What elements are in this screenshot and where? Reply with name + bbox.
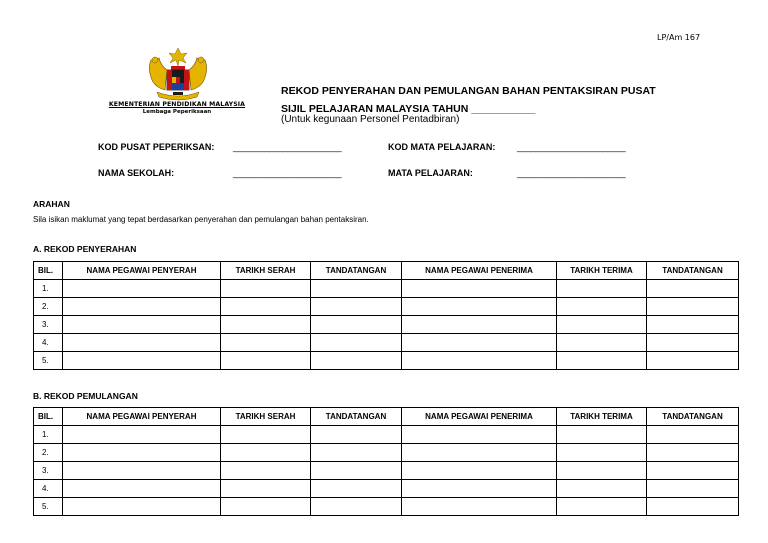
row-number: 5.	[34, 352, 63, 370]
table-cell[interactable]	[647, 352, 739, 370]
section-b-heading: B. REKOD PEMULANGAN	[33, 391, 138, 401]
table-cell[interactable]	[221, 334, 311, 352]
table-cell[interactable]	[311, 444, 402, 462]
table-header-row	[34, 408, 739, 426]
table-row	[34, 280, 739, 298]
ministry-unit: Lembaga Peperiksaan	[142, 109, 212, 115]
table-cell[interactable]	[221, 444, 311, 462]
table-cell[interactable]	[63, 480, 221, 498]
table-row	[34, 498, 739, 516]
table-cell[interactable]	[647, 498, 739, 516]
table-header-row	[34, 262, 739, 280]
rekod-pemulangan-table	[33, 407, 739, 516]
table-cell[interactable]	[402, 352, 557, 370]
table-cell[interactable]	[557, 298, 647, 316]
mata-pelajaran-field[interactable]: ________________________	[517, 168, 626, 178]
table-cell[interactable]	[311, 352, 402, 370]
table-cell[interactable]	[63, 280, 221, 298]
table-cell[interactable]	[63, 462, 221, 480]
kod-pusat-field[interactable]: ________________________	[233, 142, 342, 152]
table-row	[34, 352, 739, 370]
nama-sekolah-field[interactable]: ________________________	[233, 168, 342, 178]
row-number: 4.	[34, 334, 63, 352]
row-number: 5.	[34, 498, 63, 516]
table-row	[34, 298, 739, 316]
table-cell[interactable]	[557, 334, 647, 352]
table-row	[34, 444, 739, 462]
table-row	[34, 334, 739, 352]
column-header: TANDATANGAN	[311, 408, 402, 426]
table-cell[interactable]	[311, 480, 402, 498]
row-number: 3.	[34, 462, 63, 480]
table-cell[interactable]	[221, 426, 311, 444]
table-cell[interactable]	[557, 426, 647, 444]
table-row	[34, 480, 739, 498]
table-cell[interactable]	[557, 280, 647, 298]
title-line-2: SIJIL PELAJARAN MALAYSIA TAHUN ___________	[281, 103, 536, 115]
table-cell[interactable]	[647, 316, 739, 334]
kod-mata-field[interactable]: ________________________	[517, 142, 626, 152]
table-cell[interactable]	[647, 462, 739, 480]
table-cell[interactable]	[221, 280, 311, 298]
column-header: TARIKH SERAH	[221, 262, 311, 280]
table-cell[interactable]	[402, 480, 557, 498]
table-cell[interactable]	[63, 498, 221, 516]
table-cell[interactable]	[402, 280, 557, 298]
title-note: (Untuk kegunaan Personel Pentadbiran)	[281, 114, 460, 125]
table-cell[interactable]	[647, 444, 739, 462]
rekod-penyerahan-table	[33, 261, 739, 370]
row-number: 3.	[34, 316, 63, 334]
table-cell[interactable]	[221, 462, 311, 480]
table-cell[interactable]	[557, 316, 647, 334]
row-number: 2.	[34, 444, 63, 462]
document-reference: LP/Am 167	[657, 33, 701, 42]
row-number: 1.	[34, 426, 63, 444]
column-header: TARIKH SERAH	[221, 408, 311, 426]
table-cell[interactable]	[402, 316, 557, 334]
table-cell[interactable]	[402, 444, 557, 462]
table-cell[interactable]	[221, 480, 311, 498]
table-cell[interactable]	[647, 298, 739, 316]
table-cell[interactable]	[63, 298, 221, 316]
column-header: BIL.	[34, 262, 63, 280]
table-cell[interactable]	[402, 462, 557, 480]
table-cell[interactable]	[311, 298, 402, 316]
column-header: BIL.	[34, 408, 63, 426]
table-cell[interactable]	[63, 444, 221, 462]
section-a-heading: A. REKOD PENYERAHAN	[33, 244, 137, 254]
kod-pusat-label: KOD PUSAT PEPERIKSAN:	[98, 142, 215, 152]
table-cell[interactable]	[63, 426, 221, 444]
table-cell[interactable]	[647, 480, 739, 498]
table-cell[interactable]	[311, 334, 402, 352]
table-cell[interactable]	[557, 444, 647, 462]
table-cell[interactable]	[221, 352, 311, 370]
table-cell[interactable]	[221, 316, 311, 334]
table-cell[interactable]	[647, 280, 739, 298]
coat-of-arms-logo	[143, 46, 213, 102]
column-header: TARIKH TERIMA	[557, 408, 647, 426]
table-cell[interactable]	[647, 334, 739, 352]
table-cell[interactable]	[402, 426, 557, 444]
table-cell[interactable]	[63, 334, 221, 352]
title-line-1: REKOD PENYERAHAN DAN PEMULANGAN BAHAN PENTAKSIRAN PUSAT	[281, 85, 656, 97]
row-number: 1.	[34, 280, 63, 298]
table-cell[interactable]	[402, 334, 557, 352]
table-cell[interactable]	[221, 498, 311, 516]
column-header: TANDATANGAN	[647, 408, 739, 426]
column-header: TARIKH TERIMA	[557, 262, 647, 280]
mata-pelajaran-label: MATA PELAJARAN:	[388, 168, 473, 178]
table-cell[interactable]	[647, 426, 739, 444]
table-cell[interactable]	[557, 462, 647, 480]
table-cell[interactable]	[221, 298, 311, 316]
column-header: TANDATANGAN	[647, 262, 739, 280]
nama-sekolah-label: NAMA SEKOLAH:	[98, 168, 175, 178]
arahan-heading: ARAHAN	[33, 199, 70, 209]
table-cell[interactable]	[311, 498, 402, 516]
table-cell[interactable]	[402, 498, 557, 516]
table-cell[interactable]	[63, 316, 221, 334]
kod-mata-label: KOD MATA PELAJARAN:	[388, 142, 496, 152]
document-title	[281, 82, 656, 118]
table-cell[interactable]	[311, 316, 402, 334]
table-row	[34, 462, 739, 480]
ministry-block	[102, 101, 252, 115]
column-header: NAMA PEGAWAI PENYERAH	[63, 408, 221, 426]
ministry-name: KEMENTERIAN PENDIDIKAN MALAYSIA	[108, 101, 246, 108]
table-cell[interactable]	[557, 480, 647, 498]
table-cell[interactable]	[63, 352, 221, 370]
table-cell[interactable]	[557, 498, 647, 516]
table-cell[interactable]	[402, 298, 557, 316]
row-number: 4.	[34, 480, 63, 498]
table-cell[interactable]	[311, 426, 402, 444]
arahan-text: Sila isikan maklumat yang tepat berdasarkan penyerahan dan pemulangan bahan pentaksiran.	[33, 215, 369, 224]
table-row	[34, 316, 739, 334]
table-cell[interactable]	[311, 280, 402, 298]
column-header: TANDATANGAN	[311, 262, 402, 280]
table-row	[34, 426, 739, 444]
table-cell[interactable]	[557, 352, 647, 370]
table-cell[interactable]	[311, 462, 402, 480]
column-header: NAMA PEGAWAI PENERIMA	[402, 408, 557, 426]
column-header: NAMA PEGAWAI PENERIMA	[402, 262, 557, 280]
row-number: 2.	[34, 298, 63, 316]
column-header: NAMA PEGAWAI PENYERAH	[63, 262, 221, 280]
